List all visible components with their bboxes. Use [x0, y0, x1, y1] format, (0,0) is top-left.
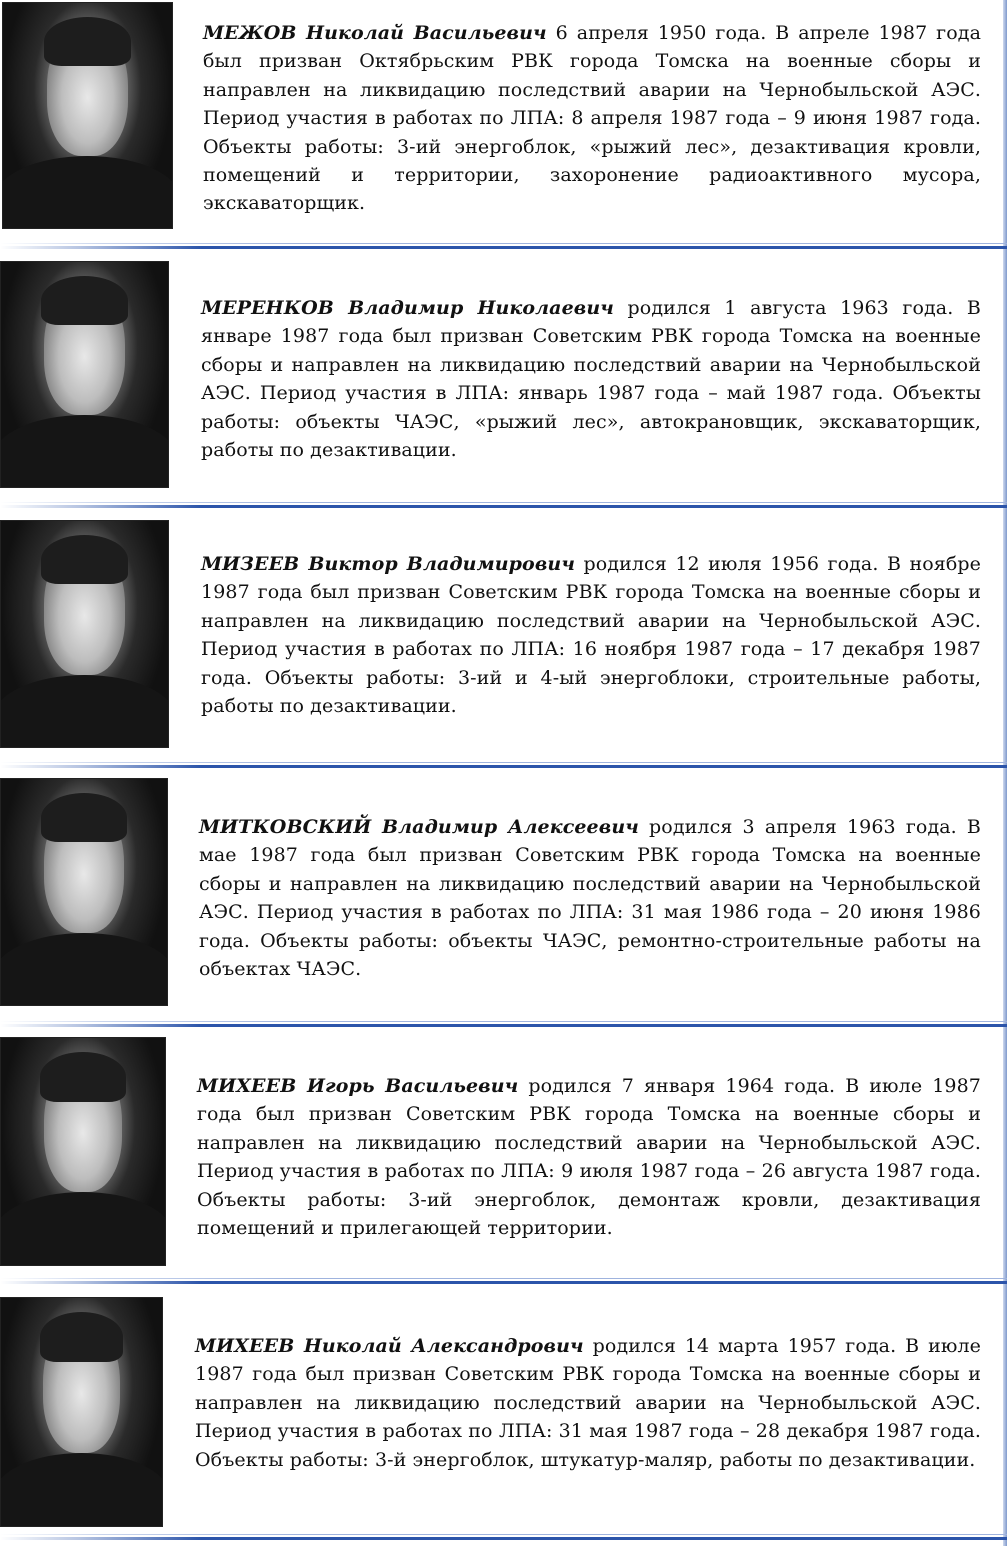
- entry-1-bio: 6 апреля 1950 года. В апреле 1987 года был призван Октябрьским РВК города Томска на военные сборы и направлен на ликвидацию последствий аварии на Чернобыльской АЭС. Период участия в работах по ЛПА: 8 апреля 1987 года – 9 июня 1987 года. Объекты работы: 3-ий энергоблок, «рыжий лес», дезактивация кровли, помещений и территории, захоронение радиоактивного мусора, экскаваторщик.: [203, 22, 981, 215]
- entry-5-name: МИХЕЕВ Игорь Васильевич: [197, 1075, 519, 1097]
- divider-4: [0, 1021, 1007, 1029]
- entry-3-name: МИЗЕЕВ Виктор Владимирович: [201, 553, 576, 575]
- entry-6-name: МИХЕЕВ Николай Александрович: [195, 1335, 584, 1357]
- divider-6: [0, 1534, 1007, 1542]
- entry-5-bio: родился 7 января 1964 года. В июле 1987 года был призван Советским РВК города Томска на военные сборы и направлен на ликвидацию последствий аварии на Чернобыльской АЭС. Период участия в работах по ЛПА: 9 июля 1987 года – 26 августа 1987 года. Объекты работы: 3-ий энергоблок, демонтаж кровли, дезактивация помещений и прилегающей территории.: [197, 1075, 981, 1240]
- divider-3: [0, 762, 1007, 770]
- entry-3-text: [201, 550, 981, 720]
- portrait-photo-1: [2, 2, 173, 229]
- portrait-photo-5: [0, 1037, 166, 1266]
- entry-1-text: [203, 19, 981, 218]
- divider-1: [0, 243, 1007, 251]
- entry-4-text: [199, 813, 981, 983]
- entry-3-bio: родился 12 июля 1956 года. В ноябре 1987 года был призван Советским РВК города Томска на военные сборы и направлен на ликвидацию последствий аварии на Чернобыльской АЭС. Период участия в работах по ЛПА: 16 ноября 1987 года – 17 декабря 1987 года. Объекты работы: 3-ий и 4-ый энергоблоки, строительные работы, работы по дезактивации.: [201, 553, 982, 718]
- entry-4-bio: родился 3 апреля 1963 года. В мае 1987 года был призван Советским РВК города Томска на военные сборы и направлен на ликвидацию последствий аварии на Чернобыльской АЭС. Период участия в работах по ЛПА: 31 мая 1986 года – 20 июня 1986 года. Объекты работы: объекты ЧАЭС, ремонтно-строительные работы на объектах ЧАЭС.: [199, 816, 981, 981]
- entry-6-text: [195, 1332, 981, 1474]
- portrait-photo-6: [0, 1297, 163, 1527]
- page-edge: [1003, 0, 1007, 1546]
- entry-6-bio: родился 14 марта 1957 года. В июле 1987 года был призван Советским РВК города Томска на военные сборы и направлен на ликвидацию последствий аварии на Чернобыльской АЭС. Период участия в работах по ЛПА: 31 мая 1987 года – 28 декабря 1987 года. Объекты работы: 3-й энергоблок, штукатур-маляр, работы по дезактивации.: [195, 1335, 981, 1471]
- entry-5-text: [197, 1072, 981, 1242]
- portrait-photo-3: [0, 520, 169, 748]
- entry-2-text: [201, 294, 981, 464]
- entry-1-name: МЕЖОВ Николай Васильевич: [203, 22, 547, 44]
- portrait-photo-4: [0, 778, 168, 1006]
- portrait-photo-2: [0, 261, 169, 488]
- divider-2: [0, 502, 1007, 510]
- entry-2-name: МЕРЕНКОВ Владимир Николаевич: [201, 297, 614, 319]
- divider-5: [0, 1278, 1007, 1286]
- entry-2-bio: родился 1 августа 1963 года. В январе 1987 года был призван Советским РВК города Томска на военные сборы и направлен на ликвидацию последствий аварии на Чернобыльской АЭС. Период участия в ЛПА: январь 1987 года – май 1987 года. Объекты работы: объекты ЧАЭС, «рыжий лес», автокрановщик, экскаваторщик, работы по дезактивации.: [201, 297, 981, 462]
- entry-4-name: МИТКОВСКИЙ Владимир Алексеевич: [199, 816, 639, 838]
